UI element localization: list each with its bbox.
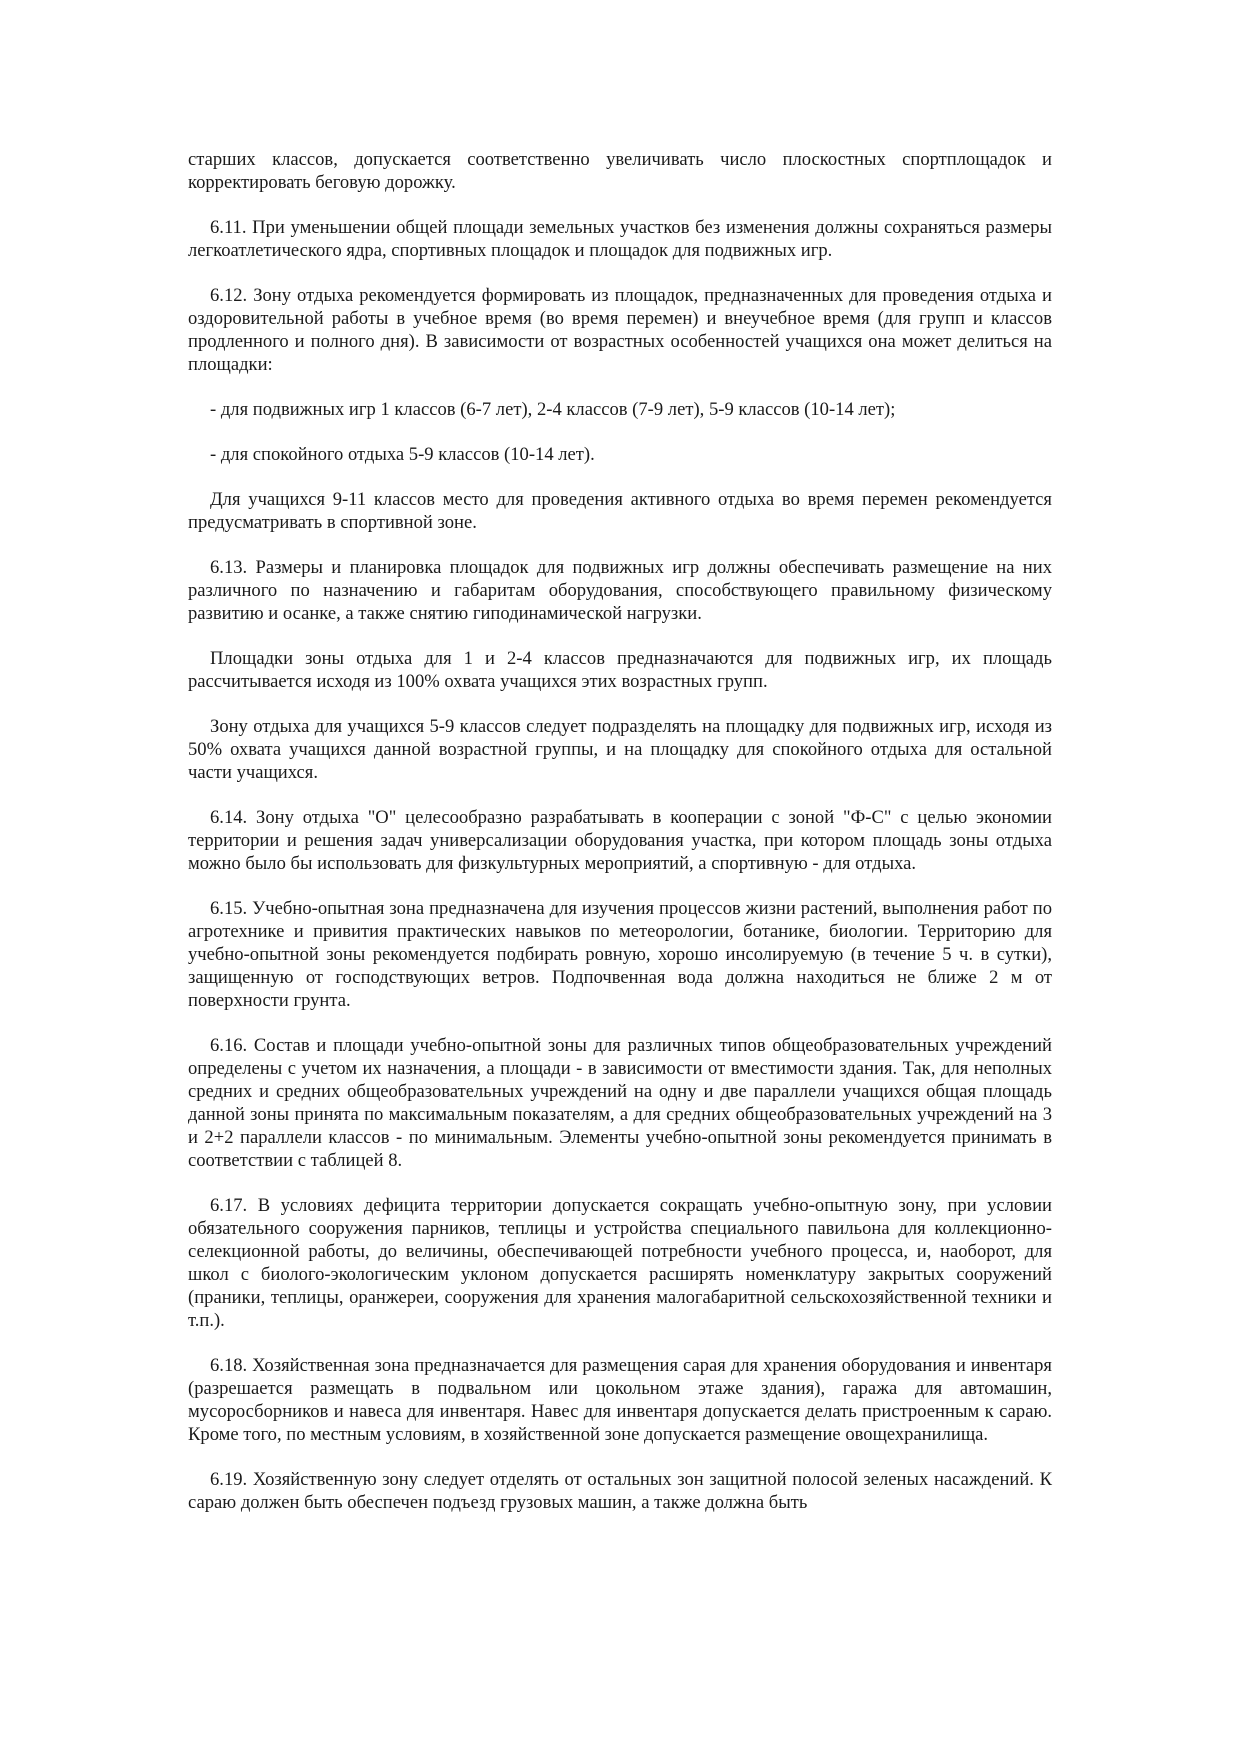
paragraph-6-12: 6.12. Зону отдыха рекомендуется формировать из площадок, предназначенных для проведения отдыха и оздоровительной работы в учебное время (во время перемен) и внеучебное время (для групп и классов продленного и полного дня). В зависимости от возрастных особенностей учащихся она может делиться на площадки: xyxy=(188,285,1052,375)
paragraph-9-11-classes: Для учащихся 9-11 классов место для проведения активного отдыха во время перемен рекомендуется предусматривать в спортивной зоне. xyxy=(188,489,1052,533)
paragraph-6-14: 6.14. Зону отдыха "О" целесообразно разрабатывать в кооперации с зоной "Ф-С" с целью экономии территории и решения задач универсализации оборудования участка, при котором площадь зоны отдыха можно было бы использовать для физкультурных мероприятий, а спортивную - для отдыха. xyxy=(188,807,1052,874)
paragraph-6-13: 6.13. Размеры и планировка площадок для подвижных игр должны обеспечивать размещение на них различного по назначению и габаритам оборудования, способствующего правильному физическому развитию и осанке, а также снятию гиподинамической нагрузки. xyxy=(188,557,1052,624)
paragraph-6-19: 6.19. Хозяйственную зону следует отделять от остальных зон защитной полосой зеленых насаждений. К сараю должен быть обеспечен подъезд грузовых машин, а также должна быть xyxy=(188,1469,1052,1513)
paragraph-6-16: 6.16. Состав и площади учебно-опытной зоны для различных типов общеобразовательных учреждений определены с учетом их назначения, а площади - в зависимости от вместимости здания. Так, для неполных средних и средних общеобразовательных учреждений на одну и две параллели учащихся общая площадь данной зоны принята по максимальным показателям, а для средних общеобразовательных учреждений на 3 и 2+2 параллели классов - по минимальным. Элементы учебно-опытной зоны рекомендуется принимать в соответствии с таблицей 8. xyxy=(188,1035,1052,1171)
paragraph-rest-zone-5-9: Зону отдыха для учащихся 5-9 классов следует подразделять на площадку для подвижных игр, исходя из 50% охвата учащихся данной возрастной группы, и на площадку для спокойного отдыха для остальной части учащихся. xyxy=(188,716,1052,783)
paragraph-6-11: 6.11. При уменьшении общей площади земельных участков без изменения должны сохраняться размеры легкоатлетического ядра, спортивных площадок и площадок для подвижных игр. xyxy=(188,217,1052,261)
paragraph-continuation: старших классов, допускается соответственно увеличивать число плоскостных спортплощадок и корректировать беговую дорожку. xyxy=(188,149,1052,193)
paragraph-6-17: 6.17. В условиях дефицита территории допускается сокращать учебно-опытную зону, при условии обязательного сооружения парников, теплицы и устройства специального павильона для коллекционно-селекционной работы, до величины, обеспечивающей потребности учебного процесса, и, наоборот, для школ с биолого-экологическим уклоном допускается расширять номенклатуру закрытых сооружений (праники, теплицы, оранжереи, сооружения для хранения малогабаритной сельскохозяйственной техники и т.п.). xyxy=(188,1195,1052,1331)
document-page xyxy=(188,148,1052,1514)
paragraph-rest-zone-1-4: Площадки зоны отдыха для 1 и 2-4 классов предназначаются для подвижных игр, их площадь рассчитывается исходя из 100% охвата учащихся этих возрастных групп. xyxy=(188,648,1052,692)
paragraph-6-15: 6.15. Учебно-опытная зона предназначена для изучения процессов жизни растений, выполнения работ по агротехнике и привития практических навыков по метеорологии, ботанике, биологии. Территорию для учебно-опытной зоны рекомендуется подбирать ровную, хорошо инсолируемую (в течение 5 ч. в сутки), защищенную от господствующих ветров. Подпочвенная вода должна находиться не ближе 2 м от поверхности грунта. xyxy=(188,898,1052,1011)
list-item-quiet-rest: - для спокойного отдыха 5-9 классов (10-14 лет). xyxy=(210,444,595,465)
paragraph-6-18: 6.18. Хозяйственная зона предназначается для размещения сарая для хранения оборудования и инвентаря (разрешается размещать в подвальном или цокольном этаже здания), гаража для автомашин, мусоросборников и навеса для инвентаря. Навес для инвентаря допускается делать пристроенным к сараю. Кроме того, по местным условиям, в хозяйственной зоне допускается размещение овощехранилища. xyxy=(188,1355,1052,1445)
list-item-active-games: - для подвижных игр 1 классов (6-7 лет), 2-4 классов (7-9 лет), 5-9 классов (10-14 лет); xyxy=(210,399,896,420)
